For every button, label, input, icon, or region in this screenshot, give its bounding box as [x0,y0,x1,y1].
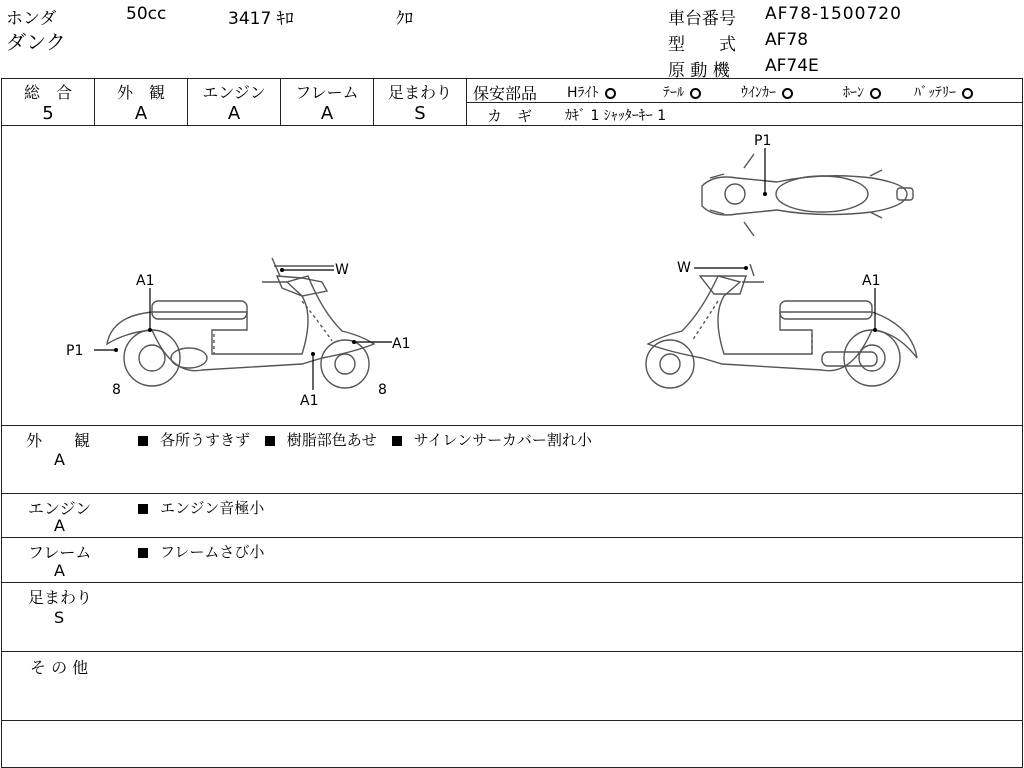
mileage: 3417 ｷﾛ [228,9,294,29]
section-exterior [1,425,1023,494]
label-right-w: W [677,260,691,276]
bullet-icon [138,504,148,514]
grade-frame: A [320,103,334,124]
grade-exterior-label: 外 観 [116,83,165,102]
label-left-8-front: 8 [378,382,387,398]
ok-mark-icon [962,88,973,99]
maker: ホンダ [6,9,57,29]
suspension-section-label: 足まわり [28,588,93,607]
grade-engine-cell [187,78,281,126]
ok-mark-icon [870,88,881,99]
frame-notes [138,541,264,562]
exterior-notes [138,429,592,450]
frame-section-label: フレーム [28,543,92,562]
frame-no: AF78-1500720 [765,4,902,24]
ok-mark-icon [605,88,616,99]
keys-value: ｶｷﾞ 1 ｼｬｯﾀｰｷｰ 1 [565,108,667,124]
grade-engine: A [227,103,241,124]
bullet-icon [138,548,148,558]
section-engine [1,493,1023,538]
label-left-p1: P1 [66,343,84,359]
safety-row [466,78,1023,103]
damage-diagram [1,125,1023,426]
section-blank [1,720,1023,768]
safety-item-battery: ﾊﾞｯﾃﾘｰ [914,82,973,102]
grade-total-cell [1,78,95,126]
other-section-label: そ の 他 [30,658,89,677]
grade-frame-cell [280,78,374,126]
ok-mark-icon [782,88,793,99]
label-left-8-rear: 8 [112,382,121,398]
note-item: エンジン音極小 [160,499,265,517]
safety-item-winker: ｳｲﾝｶｰ [741,82,793,102]
scooter-diagram [2,126,1022,425]
label-left-a1-floor: A1 [300,393,319,409]
bullet-icon [392,436,402,446]
label-top-p1: P1 [754,133,772,149]
grade-total-label: 総 合 [23,83,72,102]
label-right-a1: A1 [862,273,881,289]
bullet-icon [265,436,275,446]
grade-exterior: A [134,103,148,124]
label-left-a1-front: A1 [392,336,411,352]
type-label: 型 式 [668,35,736,55]
frame-no-label: 車台番号 [668,9,736,29]
suspension-section-grade: S [54,608,65,627]
color: ｸﾛ [396,9,413,29]
grade-total: 5 [42,103,54,124]
label-left-w: W [335,262,349,278]
keys-row [466,102,1023,126]
frame-section-grade: A [54,561,65,580]
engine-value: AF74E [765,56,819,76]
exterior-label: 外 観 [26,431,91,450]
note-item: サイレンサーカバー割れ小 [413,431,592,449]
model-name: ダンク [6,30,66,54]
safety-label: 保安部品 [473,84,538,103]
engine-section-grade: A [54,516,65,535]
engine-notes [138,497,264,518]
section-suspension [1,582,1023,652]
section-other [1,651,1023,721]
safety-item-tail: ﾃｰﾙ [663,82,701,102]
safety-item-headlight: Hﾗｲﾄ [567,82,616,102]
scooter-top-view [702,154,913,236]
note-item: 各所うすきず [160,431,251,449]
engine-section-label: エンジン [28,499,92,518]
label-left-a1-seat: A1 [136,273,155,289]
ok-mark-icon [690,88,701,99]
safety-item-horn: ﾎｰﾝ [843,82,881,102]
grade-engine-label: エンジン [202,83,266,102]
type-value: AF78 [765,30,809,50]
grade-suspension-label: 足まわり [387,83,452,102]
grade-exterior-cell [94,78,188,126]
note-item: 樹脂部色あせ [286,431,377,449]
displacement: 50cc [126,4,167,24]
bullet-icon [138,436,148,446]
keys-label: カ ギ [487,107,533,125]
grade-frame-label: フレーム [295,83,359,102]
grade-suspension: S [414,103,426,124]
note-item: フレームさび小 [160,543,265,561]
grade-suspension-cell [373,78,467,126]
exterior-grade: A [54,450,65,469]
section-frame [1,537,1023,583]
engine-label: 原 動 機 [668,61,730,81]
